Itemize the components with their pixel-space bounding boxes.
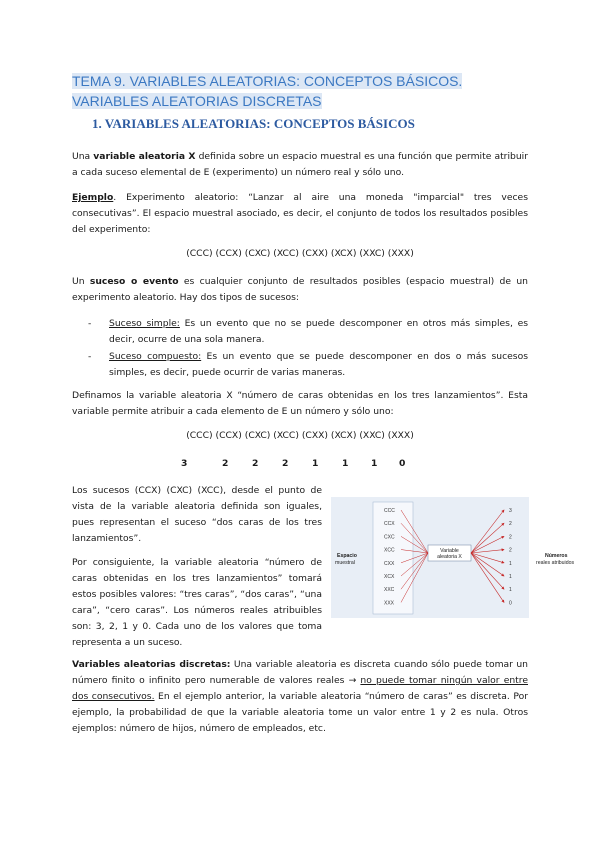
value-label: 3 xyxy=(509,508,512,514)
numeros-label: Números xyxy=(545,553,568,559)
value-label: 1 xyxy=(509,560,512,567)
value-8: 0 xyxy=(399,458,406,469)
por-consiguiente-paragraph: Por consiguiente, la variable aleatoria “número de caras obtenidas en los tres lanzamientos” tomará estos posibles valores: “tres caras”, “dos caras”, “una cara”, “cero caras”. Los números reales atribuibles son: 3, 2, 1 y 0. Cada uno de los valores que toma representa a un suceso. xyxy=(72,557,322,648)
outcome-label: XCC xyxy=(384,547,395,554)
arrow-out xyxy=(471,536,504,553)
los-sucesos-paragraph: Los sucesos (CCX) (CXC) (XCC), desde el punto de vista de la variable aleatoria definida son iguales, pues representan el suceso “dos caras de los tres lanzamientos”. xyxy=(72,485,322,544)
value-label: 2 xyxy=(509,534,512,541)
suceso-paragraph: Un suceso o evento es cualquier conjunto de resultados posibles (espacio muestral) de un experimento aleatorio. Hay dos tipos de sucesos: xyxy=(72,276,529,303)
term-variable-aleatoria: variable aleatoria X xyxy=(93,151,196,162)
arrow-out xyxy=(471,553,504,602)
value-3: 2 xyxy=(252,458,259,469)
arrow-out xyxy=(471,553,504,576)
definamos-paragraph: Definamos la variable aleatoria X “número de caras obtenidas en los tres lanzamientos”. Esta variable permite atribuir a cada elemento de E un número y sólo uno: xyxy=(72,390,528,417)
chapter-title-line-2: VARIABLES ALEATORIAS DISCRETAS xyxy=(72,93,322,109)
suceso-types-list xyxy=(88,316,528,382)
outcome-label: CCC xyxy=(384,508,395,514)
diagram-svg xyxy=(331,497,575,618)
outcome-label: CXC xyxy=(384,534,395,541)
sample-space: (CCC) (CCX) (CXC) (XCC) (CXX) (XCX) (XXC) (XXX) xyxy=(186,248,414,259)
value-6: 1 xyxy=(342,458,349,469)
value-7: 1 xyxy=(371,458,378,469)
intro-paragraph: Una variable aleatoria X definida sobre un espacio muestral es una función que permite atribuir a cada suceso elemental de E (experimento) un número real y sólo uno. xyxy=(72,151,528,178)
arrow-out xyxy=(471,510,504,553)
value-2: 2 xyxy=(222,458,229,469)
reales-label: reales atribuidos xyxy=(536,560,575,566)
discretas-paragraph: Variables aleatorias discretas: Una variable aleatoria es discreta cuando sólo puede tomar un número finito o infinito pero numerable de valores reales → no puede tomar ningún valor entre dos consecutivos. En el ejemplo anterior, la variable aleatoria “número de caras” es discreta. Por ejemplo, la probabilidad de que la variable aleatoria tome un valor entre 1 y 2 es nula. Otros ejemplos: número de hijos, número de empleados, etc. xyxy=(72,659,529,734)
sample-space-box xyxy=(373,502,413,614)
arrow-out xyxy=(471,550,504,553)
outcome-label: XXX xyxy=(384,600,395,607)
outcome-label: CCX xyxy=(384,521,395,528)
discretas-underlined: no puede tomar ningún valor entre dos consecutivos. xyxy=(72,675,529,702)
aleatoria-label: aleatoria X xyxy=(437,554,462,560)
chapter-title-line-1: TEMA 9. VARIABLES ALEATORIAS: CONCEPTOS BÁSICOS. xyxy=(72,73,463,89)
section-heading: 1. VARIABLES ALEATORIAS: CONCEPTOS BÁSICOS xyxy=(92,116,415,131)
value-1: 3 xyxy=(181,458,188,469)
term-suceso: suceso o evento xyxy=(89,276,179,287)
value-label: 1 xyxy=(509,587,512,594)
outcome-label: XXC xyxy=(384,587,395,594)
espacio-label: Espacio xyxy=(337,553,357,559)
value-labels xyxy=(509,508,512,606)
variable-label: Variable xyxy=(440,548,459,554)
example-paragraph: Ejemplo. Experimento aleatorio: “Lanzar al aire una moneda "imparcial" tres veces consecutivas”. El espacio muestral asociado, es decir, el conjunto de todos los resultados posibles del experimento: xyxy=(72,192,528,235)
value-label: 2 xyxy=(509,521,512,528)
arrow-out xyxy=(471,553,504,589)
chapter-title xyxy=(72,71,529,111)
random-variable-diagram xyxy=(331,497,575,618)
arrow-out xyxy=(471,523,504,553)
value-label: 2 xyxy=(509,547,512,554)
sample-space-2: (CCC) (CCX) (CXC) (XCC) (CXX) (XCX) (XXC) (XXX) xyxy=(186,430,414,441)
example-label: Ejemplo xyxy=(72,192,114,203)
value-label: 1 xyxy=(509,574,512,580)
arrows-out xyxy=(471,510,504,602)
outcome-label: CXX xyxy=(384,560,395,567)
arrow-out xyxy=(471,553,504,563)
term-discretas: Variables aleatorias discretas: xyxy=(72,659,231,670)
list-item: - Suceso compuesto: Es un evento que se puede descomponer en dos o más sucesos simples, es decir, puede ocurrir de varias maneras. xyxy=(88,351,528,378)
value-label: 0 xyxy=(509,600,512,607)
list-item: - Suceso simple: Es un evento que no se puede descomponer en otros más simples, es decir, ocurre de una sola manera. xyxy=(88,318,529,345)
outcome-label: XCX xyxy=(384,574,395,580)
muestral-label: muestral xyxy=(335,560,355,566)
value-5: 1 xyxy=(312,458,319,469)
value-4: 2 xyxy=(282,458,289,469)
